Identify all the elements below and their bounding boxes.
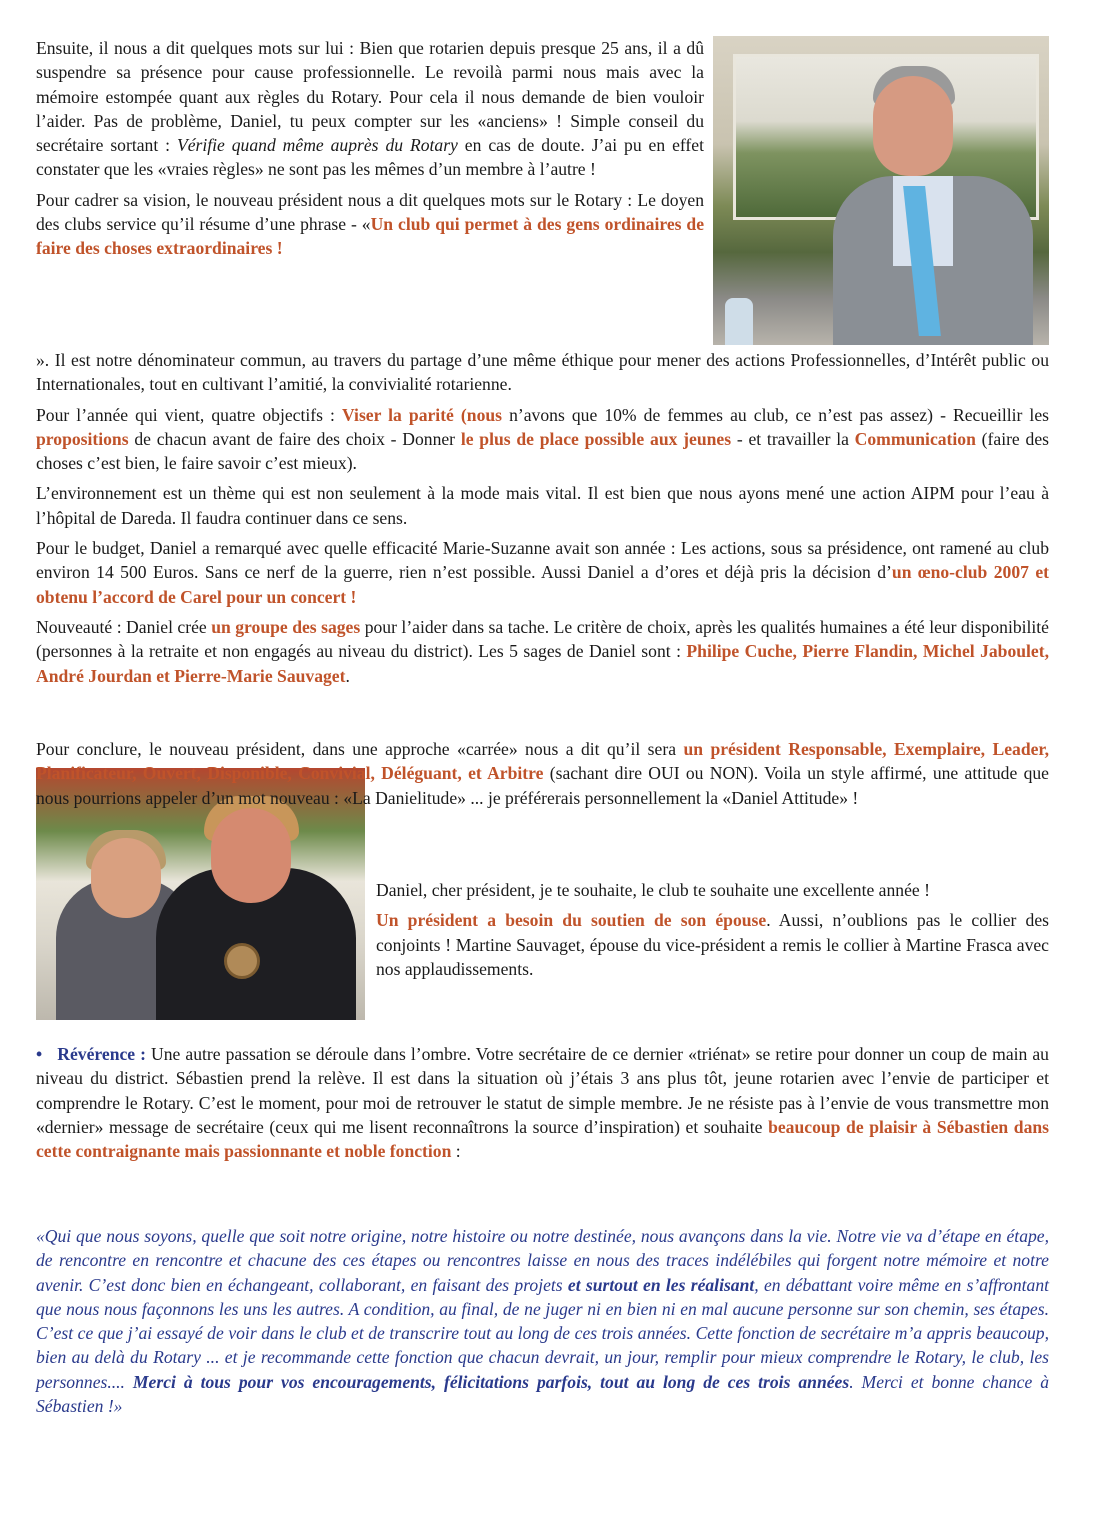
- paragraph-conclusion: Pour conclure, le nouveau président, dans une approche «carrée» nous a dit qu’il sera un président Responsable, Exemplaire, Leader, Planificateur, Ouvert, Disponible, Convivial, Déléguant, et Arbitre (sachant dire OUI ou NON). Voila un style affirmé, une attitude que nous pourrions appeler d’un mot nouveau : «La Danielitude» ... je préférerais personnellement la «Daniel Attitude» !: [36, 739, 1050, 808]
- right-column: [376, 878, 1049, 987]
- bullet: •: [36, 1044, 43, 1064]
- woman-left-head: [91, 838, 161, 918]
- paragraph-intro: Ensuite, il nous a dit quelques mots sur lui : Bien que rotarien depuis presque 25 ans, il a dû suspendre sa présence pour cause professionnelle. Le revoilà parmi nous mais avec la mémoire estompée quant aux règles du Rotary. Pour cela il nous demande de bien vouloir l’aider. Pas de problème, Daniel, tu peux compter sur les «anciens» ! Simple conseil du secrétaire sortant : Vérifie quand même auprès du Rotary en cas de doute. J’ai pu en effet constater que les «vraies règles» ne sont pas les mêmes d’un membre à l’autre !: [36, 38, 704, 180]
- quote-text: «Qui que nous soyons, quelle que soit notre origine, notre histoire ou notre destinée, nous avançons dans la vie. Notre vie va d’étape en étape, de rencontre en rencontre et chacune des ces étapes ou rencontres laisse en nous des traces indélébiles qui forgent notre mémoire et notre avenir. C’est donc bien en échangeant, collaborant, en faisant des projets et surtout en les réalisant, en débattant voire même en s’affrontant que nous nous façonnons les uns les autres. A condition, au final, de ne juger ni en bien ni en mal aucune personne sur son chemin, ses étapes. C’est ce que j’ai essayé de voir dans le club et de transcrire tout au long de ces trois années. Cette fonction de secrétaire m’a appris beaucoup, bien au delà du Rotary ... et je recommande cette fonction que chacun devrait, un jour, remplir pour mieux comprendre le Rotary, le club, les personnes.... Merci à tous pour vos encouragements, félicitations parfois, tout au long de ces trois années. Merci et bonne chance à Sébastien !»: [36, 1226, 1050, 1417]
- paragraph-spouse: Un président a besoin du soutien de son épouse. Aussi, n’oublions pas le collier des conjoints ! Martine Sauvaget, épouse du vice-président a remis le collier à Martine Frasca avec nos applaudissements.: [376, 910, 1049, 979]
- paragraph-wish: Daniel, cher président, je te souhaite, le club te souhaite une excellente année !: [376, 880, 930, 900]
- speaker-photo: [713, 36, 1049, 345]
- conclusion-column: [36, 737, 1049, 816]
- top-column: [36, 36, 704, 261]
- paragraph-environment: L’environnement est un thème qui est non seulement à la mode mais vital. Il est bien que nous ayons mené une action AIPM pour l’eau à l’hôpital de Dareda. Il faudra continuer dans ce sens.: [36, 483, 1049, 528]
- head: [873, 76, 953, 176]
- water-bottle: [725, 298, 753, 345]
- reverence-column: [36, 1042, 1049, 1169]
- woman-right-head: [211, 808, 291, 903]
- medal: [224, 943, 260, 979]
- main-column: [36, 348, 1049, 694]
- paragraph-budget: Pour le budget, Daniel a remarqué avec quelle efficacité Marie-Suzanne avait son année : Les actions, sous sa présidence, ont ramené au club environ 14 500 Euros. Sans ce nerf de la guerre, rien n’est possible. Aussi Daniel a d’ores et déjà pris la décision d’un œno-club 2007 et obtenu l’accord de Carel pour un concert !: [36, 538, 1049, 607]
- paragraph-objectives: Pour l’année qui vient, quatre objectifs : Viser la parité (nous n’avons que 10% de femmes au club, ce n’est pas assez) - Recueillir les propositions de chacun avant de faire des choix - Donner le plus de place possible aux jeunes - et travailler la Communication (faire des choses c’est bien, le faire savoir c’est mieux).: [36, 404, 1049, 474]
- paragraph-vision-end: ». Il est notre dénominateur commun, au travers du partage d’une même éthique pour mener des actions Professionnelles, d’Intérêt public ou Internationales, tout en cultivant l’amitié, la convivialité rotarienne.: [36, 350, 1049, 395]
- paragraph-sages: Nouveauté : Daniel crée un groupe des sages pour l’aider dans sa tache. Le critère de choix, après les qualités humaines a été leur disponibilité (personnes à la retraite et non engagés au niveau du district). Les 5 sages de Daniel sont : Philipe Cuche, Pierre Flandin, Michel Jaboulet, André Jourdan et Pierre-Marie Sauvaget.: [36, 616, 1049, 686]
- secretary-quote: [36, 1224, 1049, 1424]
- paragraph-vision-start: Pour cadrer sa vision, le nouveau président nous a dit quelques mots sur le Rotary : Le doyen des clubs service qu’il résume d’une phrase - «Un club qui permet à des gens ordinaires de faire des choses extraordinaires !: [36, 189, 705, 259]
- paragraph-reverence: • Révérence : Une autre passation se déroule dans l’ombre. Votre secrétaire de ce dernier «triénat» se retire pour donner un coup de main au niveau du district. Sébastien prend la relève. Il est dans la situation où j’étais 3 ans plus tôt, jeune rotarien avec l’envie de participer et comprendre le Rotary. C’est le moment, pour moi de retrouver le statut de simple membre. Je ne résiste pas à l’envie de vous transmettre mon «dernier» message de secrétaire (ceux qui me lisent reconnaîtrons la source d’inspiration) et souhaite beaucoup de plaisir à Sébastien dans cette contraignante mais passionnante et noble fonction :: [36, 1044, 1049, 1162]
- reverence-label: Révérence :: [57, 1044, 146, 1064]
